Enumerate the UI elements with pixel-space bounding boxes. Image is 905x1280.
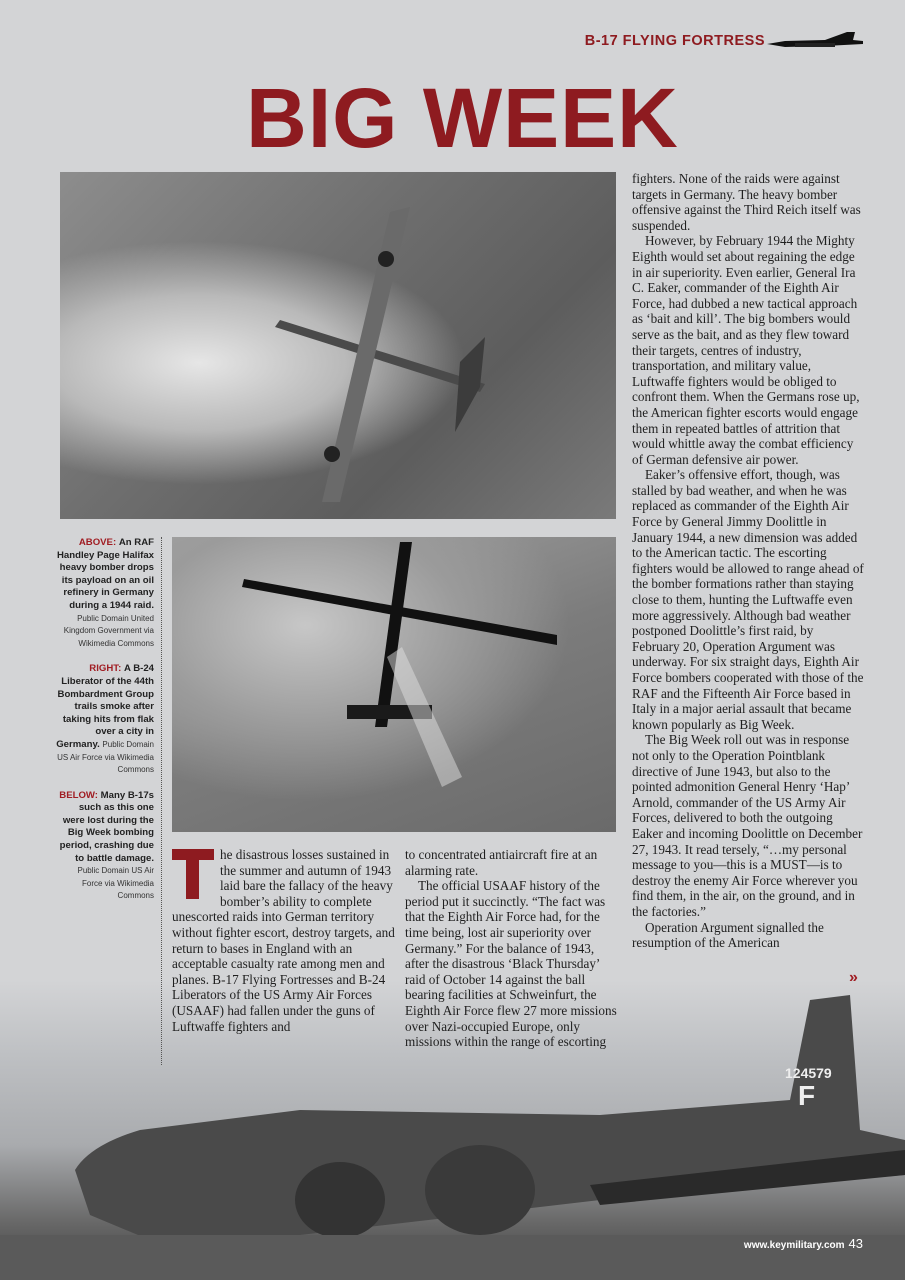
caption-divider (161, 537, 162, 1065)
caption-credit: Public Domain US Air Force via Wikimedia Commons (77, 866, 154, 901)
caption-above (56, 537, 154, 650)
tail-number: 124579 (785, 1065, 832, 1081)
article-column-2 (405, 847, 620, 1050)
paragraph: he disastrous losses sustained in the summer and autumn of 1943 laid bare the fallacy of the heavy bomber’s ability to complete unescorted raids into German territory without fighter escort, destroy targets, and return to bases in England with an acceptable casualty rate among men and planes. B-17 Flying Fortresses and B-24 Liberators of the US Army Air Forces (USAAF) had fallen under the guns of Luftwaffe fighters and (172, 847, 395, 1034)
b24-silhouette (172, 537, 616, 832)
page-number: 43 (848, 1236, 863, 1251)
section-header (560, 28, 865, 54)
caption-below (56, 790, 154, 903)
paragraph: The Big Week roll out was in response not only to the Operation Pointblank directive of June 1943, but also to the pointed admonition General Henry ‘Hap’ Arnold, commander of the US Army Air Forces, delivered to both the outgoing Eaker and incoming Doolittle on December 27, 1943. It read tersely, “…my personal message to you—this is a MUST—is to destroy the enemy Air Force wherever you find them, in the air, on the ground, and in the factories.” (632, 732, 863, 919)
caption-label: RIGHT: (89, 663, 122, 675)
page-title: BIG WEEK (246, 71, 679, 165)
continue-arrow-icon: » (849, 969, 858, 986)
caption-text: A B-24 Liberator of the 44th Bombardment Group trails smoke after taking hits from flak over a city in Germany. (56, 663, 154, 750)
paragraph: Operation Argument signalled the resumption of the American (632, 919, 824, 951)
tail-letter: F (798, 1080, 816, 1111)
paragraph: to concentrated antiaircraft fire at an alarming rate. (405, 847, 598, 878)
caption-credit: Public Domain US Air Force via Wikimedia Commons (57, 739, 154, 775)
article-column-1 (172, 847, 400, 1034)
caption-credit: Public Domain United Kingdom Government via Wikimedia Commons (63, 613, 154, 648)
caption-label: BELOW: (59, 789, 98, 801)
article-column-3 (632, 171, 864, 951)
b17-silhouette-icon (765, 28, 865, 54)
caption-text: An RAF Handley Page Halifax heavy bomber drops its payload on an oil refinery in Germany during a 1944 raid. (56, 537, 154, 611)
caption-text: Many B-17s such as this one were lost during the Big Week bombing period, crashing due to battle damage. (59, 789, 154, 864)
b24-liberator-photo (172, 537, 616, 832)
paragraph: However, by February 1944 the Mighty Eighth would set about regaining the edge in air superiority. Even earlier, General Ira C. Eaker, commander of the Eighth Air Force, had dubbed a new tactical approach as ‘bait and kill’. The big bombers would serve as the bait, and as they flew toward their targets, centres of industry, transportation, and military value, Luftwaffe fighters would be obliged to confront them. When the Germans rose up, the American fighter escorts would engage them in repeated battles of attrition that would whittle away the combat efficiency of German defensive air power. (632, 233, 860, 467)
footer-url[interactable]: www.keymilitary.com (743, 1240, 845, 1251)
section-label: B-17 FLYING FORTRESS (584, 33, 765, 49)
caption-label: ABOVE: (78, 537, 117, 548)
photo-captions (56, 537, 154, 916)
caption-right (56, 663, 154, 776)
halifax-silhouette (60, 172, 616, 519)
halifax-bomber-photo (60, 172, 616, 519)
paragraph: fighters. None of the raids were against targets in Germany. The heavy bomber offensive against the Third Reich itself was suspended. (632, 171, 861, 233)
paragraph: Eaker’s offensive effort, though, was stalled by bad weather, and when he was replaced as commander of the Eighth Air Force by General Jimmy Doolittle in January 1944, a new dimension was added to the American tactic. The escorting fighters would be allowed to range ahead of the bomber formations rather than staying close to them, hunting the Luftwaffe even more aggressively. Although bad weather postponed Doolittle’s first raid, by February 20, Operation Argument was underway. For six straight days, Eighth Air Force bombers cooperated with those of the RAF and the Fifteenth Air Force based in Italy in a major aerial assault that became known popularly as Big Week. (632, 467, 864, 732)
paragraph: The official USAAF history of the period put it succinctly. “The fact was that the Eighth Air Force had, for the time being, lost air superiority over Germany.” For the balance of 1943, after the disastrous ‘Black Thursday’ raid of October 14 against the ball bearing facilities at Schweinfurt, the Eighth Air Force flew 27 more missions over Nazi-occupied Europe, only missions within the range of escorting (405, 878, 617, 1050)
page-footer (744, 1235, 863, 1253)
drop-cap (172, 849, 214, 899)
